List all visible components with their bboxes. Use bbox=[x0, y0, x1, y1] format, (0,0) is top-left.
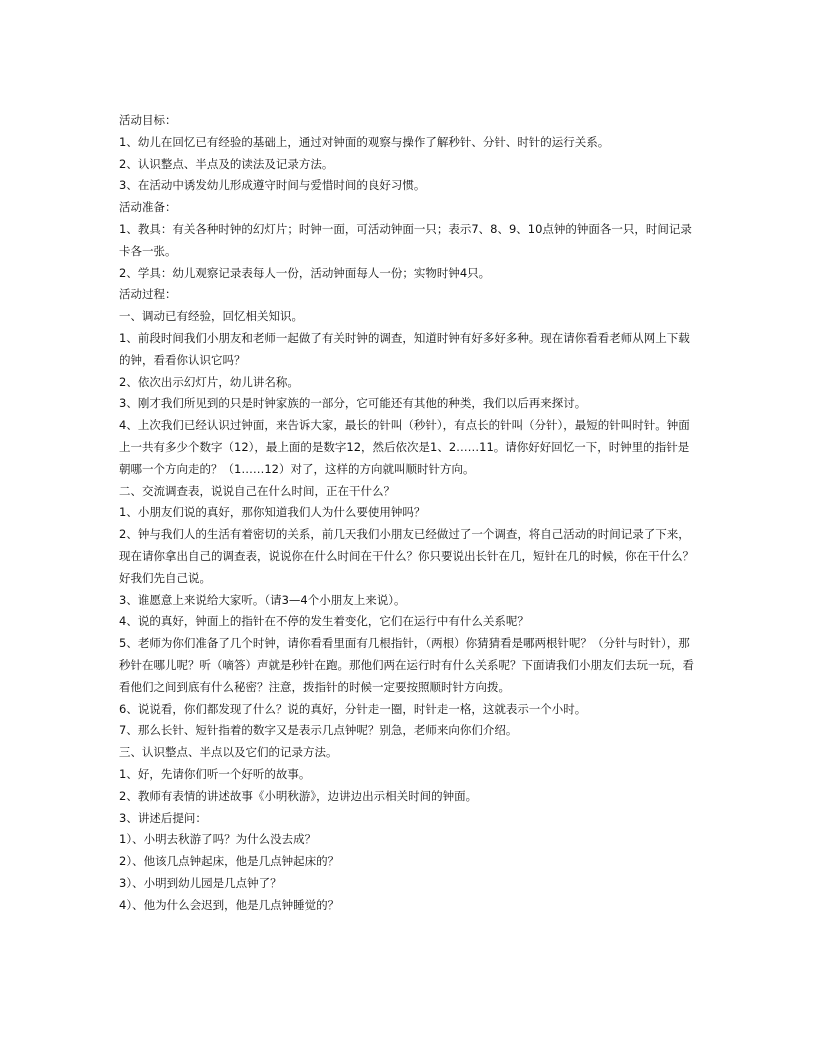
paragraph: 2、依次出示幻灯片，幼儿讲名称。 bbox=[119, 374, 299, 389]
question-item: 4）、他为什么会迟到，他是几点钟睡觉的？ bbox=[119, 897, 340, 912]
paragraph: 5、老师为你们准备了几个时钟，请你看看里面有几根指针，（两根）你猜猜看是哪两根针呢？（分针与时针），那秒针在哪儿呢？听（嘀答）声就是秒针在跑。那他们两在运行时有什么关系呢？下面请我们小朋友们去玩一玩，看看他们之间到底有什么秘密？注意，拨指针的时候一定要按照顺时针方向拨。 bbox=[119, 636, 694, 694]
paragraph: 7、那么长针、短针指着的数字又是表示几点钟呢？别急，老师来向你们介绍。 bbox=[119, 723, 518, 738]
paragraph: 1、小朋友们说的真好，那你知道我们人为什么要使用钟吗？ bbox=[119, 505, 426, 520]
question-item: 2）、他该几点钟起床，他是几点钟起床的？ bbox=[119, 854, 340, 869]
paragraph: 2、钟与我们人的生活有着密切的关系，前几天我们小朋友已经做过了一个调查，将自己活动的时间记录了下来，现在请你拿出自己的调查表，说说你在什么时间在干什么？你只要说出长针在几，短针在几的时候，你在干什么？好我们先自己说。 bbox=[119, 527, 694, 585]
paragraph: 4、上次我们已经认识过钟面，来告诉大家，最长的针叫（秒针），有点长的针叫（分针），最短的针叫时针。钟面上一共有多少个数字（12），最上面的是数字12，然后依次是1、2……11。请你好好回忆一下，时钟里的指针是朝哪一个方向走的？（1……12）对了，这样的方向就叫顺时针方向。 bbox=[119, 418, 690, 476]
document-body bbox=[119, 110, 699, 916]
paragraph: 2、学具：幼儿观察记录表每人一份，活动钟面每人一份；实物时钟4只。 bbox=[119, 265, 491, 280]
question-item: 1）、小明去秋游了吗？为什么没去成？ bbox=[119, 832, 317, 847]
subsection-heading: 一、调动已有经验，回忆相关知识。 bbox=[119, 309, 303, 324]
subsection-heading: 三、认识整点、半点以及它们的记录方法。 bbox=[119, 745, 338, 760]
paragraph: 3、在活动中诱发幼儿形成遵守时间与爱惜时间的良好习惯。 bbox=[119, 178, 426, 193]
paragraph: 3、讲述后提问： bbox=[119, 810, 207, 825]
section-heading-process: 活动过程： bbox=[119, 287, 177, 302]
paragraph: 1、前段时间我们小朋友和老师一起做了有关时钟的调查，知道时钟有好多好多种。现在请你看看老师从网上下载的钟，看看你认识它吗？ bbox=[119, 330, 690, 367]
section-heading-preparation: 活动准备： bbox=[119, 200, 177, 215]
paragraph: 6、说说看，你们都发现了什么？说的真好，分针走一圈，时针走一格，这就表示一个小时。 bbox=[119, 701, 587, 716]
paragraph: 3、谁愿意上来说给大家听。（请3—4个小朋友上来说）。 bbox=[119, 592, 406, 607]
subsection-heading: 二、交流调查表，说说自己在什么时间，正在干什么？ bbox=[119, 483, 395, 498]
paragraph: 1、教具：有关各种时钟的幻灯片；时钟一面，可活动钟面一只；表示7、8、9、10点钟的钟面各一只，时间记录卡各一张。 bbox=[119, 221, 692, 258]
paragraph: 1、幼儿在回忆已有经验的基础上，通过对钟面的观察与操作了解秒针、分针、时针的运行关系。 bbox=[119, 134, 610, 149]
paragraph: 2、认识整点、半点及的读法及记录方法。 bbox=[119, 156, 334, 171]
paragraph: 2、教师有表情的讲述故事《小明秋游》，边讲边出示相关时间的钟面。 bbox=[119, 788, 478, 803]
question-item: 3）、小明到幼儿园是几点钟了？ bbox=[119, 875, 282, 890]
section-heading-goals: 活动目标： bbox=[119, 113, 177, 127]
paragraph: 1、好，先请你们听一个好听的故事。 bbox=[119, 766, 311, 781]
paragraph: 3、刚才我们所见到的只是时钟家族的一部分，它可能还有其他的种类，我们以后再来探讨。 bbox=[119, 396, 587, 411]
paragraph: 4、说的真好，钟面上的指针在不停的发生着变化，它们在运行中有什么关系呢？ bbox=[119, 614, 529, 629]
